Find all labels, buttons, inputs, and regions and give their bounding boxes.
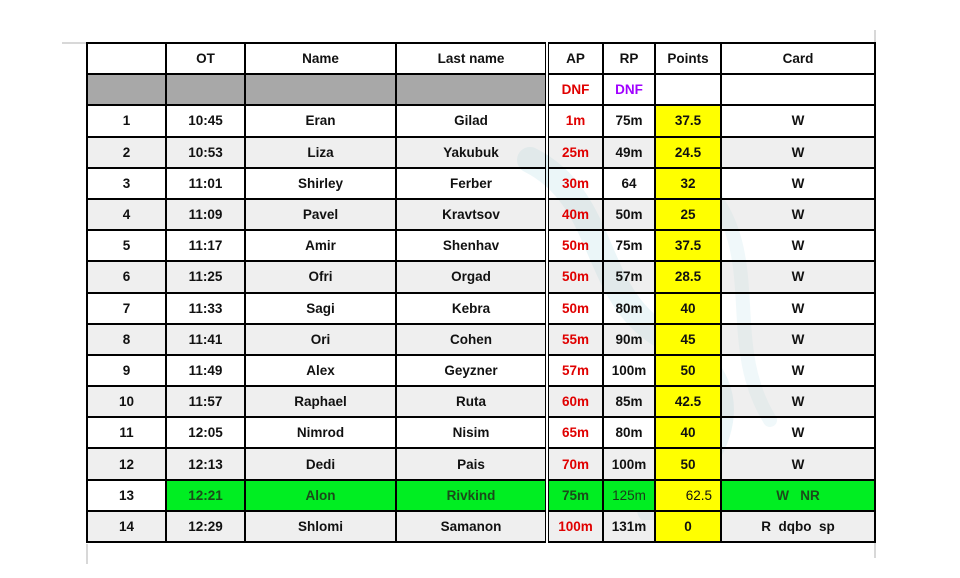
row-ot: 11:25 (166, 261, 245, 292)
row-card: W (721, 293, 875, 324)
frame-left-line (86, 544, 88, 564)
row-number: 1 (87, 105, 166, 136)
row-name: Alex (245, 355, 396, 386)
row-points: 32 (655, 168, 721, 199)
row-points: 0 (655, 511, 721, 542)
row-ap: 100m (547, 511, 603, 542)
row-last-name: Rivkind (396, 480, 547, 511)
row-ap: 50m (547, 261, 603, 292)
row-last-name: Kravtsov (396, 199, 547, 230)
row-name: Nimrod (245, 417, 396, 448)
row-ot: 12:29 (166, 511, 245, 542)
header-ot: OT (166, 43, 245, 74)
subheader-blank (721, 74, 875, 105)
row-ot: 11:57 (166, 386, 245, 417)
row-rp: 131m (603, 511, 655, 542)
row-points: 40 (655, 293, 721, 324)
row-number: 5 (87, 230, 166, 261)
row-number: 14 (87, 511, 166, 542)
row-last-name: Geyzner (396, 355, 547, 386)
row-ap: 57m (547, 355, 603, 386)
subheader-blank (655, 74, 721, 105)
table-row (87, 417, 875, 448)
row-ap: 30m (547, 168, 603, 199)
subheader-row (87, 74, 875, 105)
row-rp: 100m (603, 448, 655, 479)
row-rp: 100m (603, 355, 655, 386)
header-points: Points (655, 43, 721, 74)
row-last-name: Yakubuk (396, 137, 547, 168)
row-name: Pavel (245, 199, 396, 230)
row-card: W (721, 168, 875, 199)
row-ap: 1m (547, 105, 603, 136)
table-row (87, 199, 875, 230)
row-last-name: Samanon (396, 511, 547, 542)
row-ot: 11:17 (166, 230, 245, 261)
row-ap: 25m (547, 137, 603, 168)
subheader-blank (245, 74, 396, 105)
row-rp: 75m (603, 105, 655, 136)
row-number: 12 (87, 448, 166, 479)
subheader-blank (166, 74, 245, 105)
table-row (87, 386, 875, 417)
row-card: W (721, 137, 875, 168)
row-ap: 50m (547, 293, 603, 324)
table-row (87, 480, 875, 511)
row-last-name: Nisim (396, 417, 547, 448)
row-points: 42.5 (655, 386, 721, 417)
row-last-name: Ruta (396, 386, 547, 417)
row-number: 13 (87, 480, 166, 511)
row-name: Dedi (245, 448, 396, 479)
row-last-name: Gilad (396, 105, 547, 136)
results-table (86, 42, 876, 543)
row-card: W (721, 230, 875, 261)
row-name: Amir (245, 230, 396, 261)
row-card: W NR (721, 480, 875, 511)
row-card: W (721, 448, 875, 479)
row-rp: 85m (603, 386, 655, 417)
row-rp: 75m (603, 230, 655, 261)
row-ap: 60m (547, 386, 603, 417)
header-last-name: Last name (396, 43, 547, 74)
row-name: Ori (245, 324, 396, 355)
row-ap: 40m (547, 199, 603, 230)
row-number: 10 (87, 386, 166, 417)
row-ap: 55m (547, 324, 603, 355)
row-card: W (721, 261, 875, 292)
row-ot: 12:05 (166, 417, 245, 448)
row-number: 2 (87, 137, 166, 168)
table-row (87, 324, 875, 355)
subheader-rp-dnf: DNF (603, 74, 655, 105)
row-rp: 80m (603, 293, 655, 324)
row-ot: 10:45 (166, 105, 245, 136)
table-row (87, 230, 875, 261)
row-points: 50 (655, 448, 721, 479)
row-points: 37.5 (655, 230, 721, 261)
row-rp: 80m (603, 417, 655, 448)
row-card: W (721, 324, 875, 355)
row-ot: 11:33 (166, 293, 245, 324)
row-ot: 11:41 (166, 324, 245, 355)
row-points: 62.5 (655, 480, 721, 511)
header-card: Card (721, 43, 875, 74)
row-ot: 11:09 (166, 199, 245, 230)
table-row (87, 137, 875, 168)
subheader-blank (87, 74, 166, 105)
table-row (87, 448, 875, 479)
table-row (87, 293, 875, 324)
row-ap: 50m (547, 230, 603, 261)
table-row (87, 105, 875, 136)
row-rp: 57m (603, 261, 655, 292)
subheader-ap-dnf: DNF (547, 74, 603, 105)
header-row (87, 43, 875, 74)
header-num (87, 43, 166, 74)
row-ot: 11:01 (166, 168, 245, 199)
row-name: Ofri (245, 261, 396, 292)
row-points: 40 (655, 417, 721, 448)
row-last-name: Ferber (396, 168, 547, 199)
row-ot: 12:21 (166, 480, 245, 511)
row-last-name: Pais (396, 448, 547, 479)
row-number: 6 (87, 261, 166, 292)
table-row (87, 511, 875, 542)
row-number: 8 (87, 324, 166, 355)
row-points: 50 (655, 355, 721, 386)
row-number: 3 (87, 168, 166, 199)
header-name: Name (245, 43, 396, 74)
row-card: R dqbo sp (721, 511, 875, 542)
row-ot: 12:13 (166, 448, 245, 479)
row-number: 11 (87, 417, 166, 448)
row-name: Sagi (245, 293, 396, 324)
row-name: Raphael (245, 386, 396, 417)
row-ot: 11:49 (166, 355, 245, 386)
row-last-name: Kebra (396, 293, 547, 324)
row-name: Liza (245, 137, 396, 168)
row-number: 9 (87, 355, 166, 386)
row-points: 28.5 (655, 261, 721, 292)
row-rp: 125m (603, 480, 655, 511)
row-ap: 70m (547, 448, 603, 479)
row-last-name: Orgad (396, 261, 547, 292)
row-card: W (721, 355, 875, 386)
row-name: Alon (245, 480, 396, 511)
row-card: W (721, 199, 875, 230)
row-number: 7 (87, 293, 166, 324)
row-ap: 75m (547, 480, 603, 511)
frame-top-line (62, 42, 86, 44)
subheader-blank (396, 74, 547, 105)
row-points: 45 (655, 324, 721, 355)
header-rp: RP (603, 43, 655, 74)
row-last-name: Shenhav (396, 230, 547, 261)
table-row (87, 168, 875, 199)
table-row (87, 355, 875, 386)
row-number: 4 (87, 199, 166, 230)
row-rp: 50m (603, 199, 655, 230)
row-card: W (721, 386, 875, 417)
row-card: W (721, 105, 875, 136)
row-card: W (721, 417, 875, 448)
row-points: 37.5 (655, 105, 721, 136)
row-ap: 65m (547, 417, 603, 448)
row-rp: 90m (603, 324, 655, 355)
row-name: Eran (245, 105, 396, 136)
row-rp: 64 (603, 168, 655, 199)
row-name: Shirley (245, 168, 396, 199)
table-row (87, 261, 875, 292)
row-rp: 49m (603, 137, 655, 168)
row-ot: 10:53 (166, 137, 245, 168)
row-name: Shlomi (245, 511, 396, 542)
row-last-name: Cohen (396, 324, 547, 355)
row-points: 24.5 (655, 137, 721, 168)
row-points: 25 (655, 199, 721, 230)
header-ap: AP (547, 43, 603, 74)
